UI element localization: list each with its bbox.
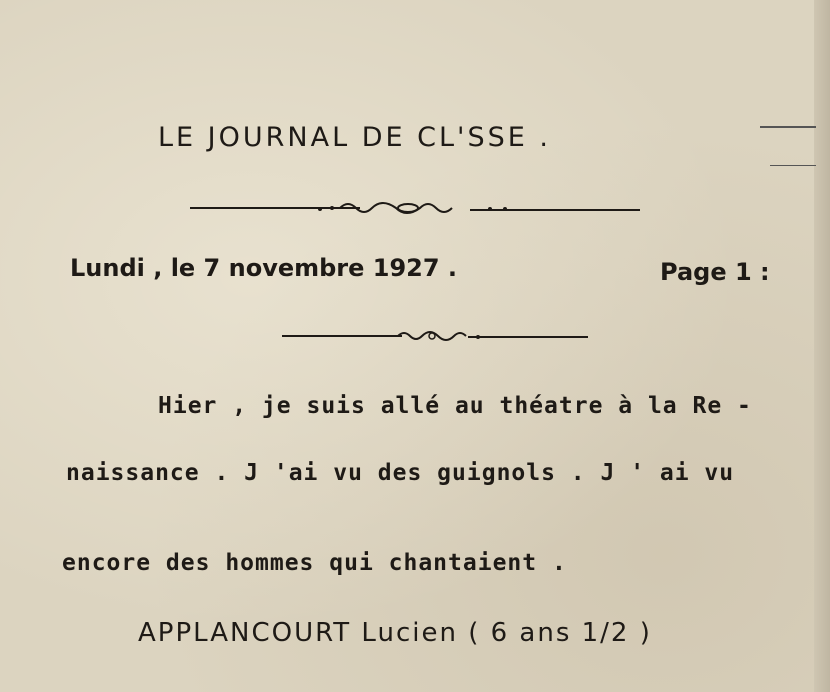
body-line-1: Hier , je suis allé au théatre à la Re - (158, 393, 752, 419)
journal-title: LE JOURNAL DE CL'SSE . (158, 122, 551, 153)
edge-mark (760, 126, 816, 128)
body-line-3: encore des hommes qui chantaient . (62, 550, 567, 576)
date-ornament (282, 326, 588, 346)
edge-mark (770, 165, 816, 166)
date-line: Lundi , le 7 novembre 1927 . (70, 254, 458, 282)
title-ornament (190, 196, 640, 220)
author-signature-line: APPLANCOURT Lucien ( 6 ans 1/2 ) (138, 618, 652, 648)
page-number-label: Page 1 : (660, 258, 770, 286)
paper-right-edge (814, 0, 830, 692)
body-line-2: naissance . J 'ai vu des guignols . J ' ai vu (66, 460, 735, 486)
